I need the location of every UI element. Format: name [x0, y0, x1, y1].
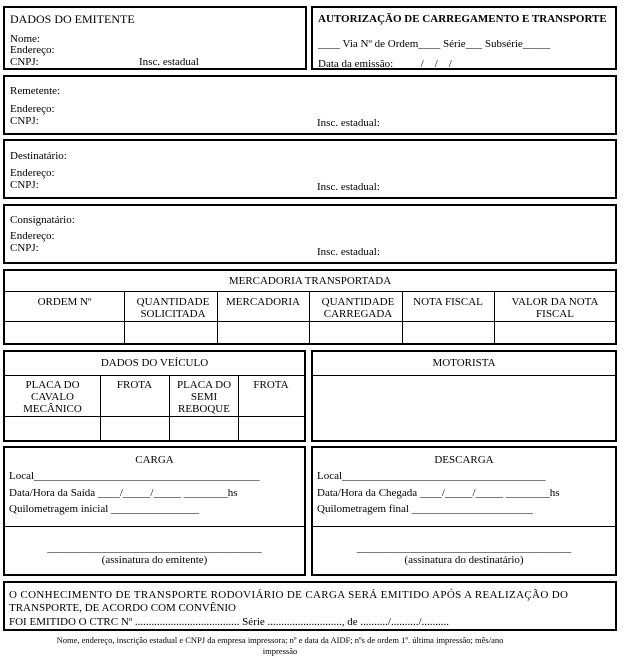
autorizacao-line1: ____ Via Nº de Ordem____ Série___ Subsérie_____: [318, 38, 551, 50]
carga-assinatura: (assinatura do emitente): [101, 554, 208, 566]
descarga-assinatura: (assinatura do destinatário): [404, 554, 524, 566]
col-placa-semi: PLACA DO SEMI REBOQUE: [176, 379, 232, 415]
destinatario-insc: Insc. estadual:: [317, 181, 380, 193]
divider: [313, 526, 615, 527]
col-qtd-solicitada: QUANTIDADE SOLICITADA: [136, 296, 210, 320]
col-placa-cavalo: PLACA DO CAVALO MECÂNICO: [23, 379, 82, 415]
conhecimento-line1: O CONHECIMENTO DE TRANSPORTE RODOVIÁRIO DE CARGA SERÁ EMITIDO APÓS A REALIZAÇÃO DO: [9, 589, 569, 601]
descarga-title: DESCARGA: [434, 454, 494, 466]
divider: [5, 291, 615, 292]
divider: [124, 291, 125, 343]
descarga-datahora: Data/Hora da Chegada ____/_____/_____ ________hs: [317, 487, 560, 499]
divider: [169, 375, 170, 440]
motorista-title: MOTORISTA: [432, 357, 496, 369]
destinatario-title: Destinatário:: [10, 150, 67, 162]
divider: [313, 375, 615, 376]
remetente-title: Remetente:: [10, 85, 61, 97]
remetente-cnpj: CNPJ:: [10, 115, 39, 127]
col-valor-nota: VALOR DA NOTA FISCAL: [511, 296, 599, 320]
remetente-insc: Insc. estadual:: [317, 117, 380, 129]
descarga-quilometragem: Quilometragem final ______________________: [317, 503, 533, 515]
carga-section: [3, 446, 306, 576]
divider: [5, 416, 304, 417]
veiculo-section: [3, 350, 306, 442]
consignatario-title: Consignatário:: [10, 214, 75, 226]
carga-local: Local_________________________________________: [9, 470, 260, 482]
footer-line2: impressão: [262, 646, 298, 656]
col-qtd-carregada: QUANTIDADE CARREGADA: [321, 296, 395, 320]
emitente-title: DADOS DO EMITENTE: [10, 12, 135, 26]
destinatario-section: [3, 139, 617, 199]
conhecimento-section: [3, 581, 617, 631]
divider: [309, 291, 310, 343]
emitente-section: [3, 6, 307, 70]
carga-datahora: Data/Hora da Saída ____/_____/_____ ________hs: [9, 487, 238, 499]
remetente-section: [3, 75, 617, 135]
col-ordem: ORDEM Nº: [37, 296, 92, 308]
consignatario-endereco: Endereço:: [10, 230, 55, 242]
divider: [5, 526, 304, 527]
remetente-endereco: Endereço:: [10, 103, 55, 115]
emitente-nome: Nome:: [10, 33, 40, 45]
divider: [5, 375, 304, 376]
descarga-section: [311, 446, 617, 576]
emitente-cnpj: CNPJ:: [10, 56, 39, 68]
conhecimento-line3: FOI EMITIDO O CTRC Nº ...................................... Série ..........................., de ........../........../..........: [9, 616, 450, 628]
divider: [5, 321, 615, 322]
carga-assinatura-line: _______________________________________: [47, 542, 262, 554]
carga-quilometragem: Quilometragem inicial ________________: [9, 503, 200, 515]
col-frota-2: FROTA: [253, 379, 289, 391]
col-mercadoria: MERCADORIA: [226, 296, 300, 308]
divider: [494, 291, 495, 343]
emitente-endereco: Endereço:: [10, 44, 55, 56]
footer-line1: Nome, endereço, inscrição estadual e CNPJ da empresa impressora; nº e data da AIDF; nºs de ordem 1º. última impressão; mês/ano: [56, 635, 504, 645]
destinatario-cnpj: CNPJ:: [10, 179, 39, 191]
destinatario-endereco: Endereço:: [10, 167, 55, 179]
descarga-local: Local_____________________________________: [317, 470, 546, 482]
mercadoria-title: MERCADORIA TRANSPORTADA: [228, 275, 392, 287]
motorista-section: [311, 350, 617, 442]
consignatario-insc: Insc. estadual:: [317, 246, 380, 258]
mercadoria-section: [3, 269, 617, 345]
autorizacao-section: [311, 6, 617, 70]
conhecimento-line2: TRANSPORTE, DE ACORDO COM CONVÊNIO: [9, 602, 236, 614]
autorizacao-line2: Data da emissão: ____ /__/__/: [318, 58, 452, 70]
veiculo-title: DADOS DO VEÍCULO: [100, 357, 209, 369]
autorizacao-title: AUTORIZAÇÃO DE CARREGAMENTO E TRANSPORTE: [318, 13, 607, 25]
descarga-assinatura-line: _______________________________________: [356, 542, 572, 554]
consignatario-cnpj: CNPJ:: [10, 242, 39, 254]
col-frota-1: FROTA: [116, 379, 153, 391]
consignatario-section: [3, 204, 617, 264]
emitente-insc: Insc. estadual: [139, 56, 199, 68]
col-nota-fiscal: NOTA FISCAL: [413, 296, 483, 308]
carga-title: CARGA: [135, 454, 174, 466]
